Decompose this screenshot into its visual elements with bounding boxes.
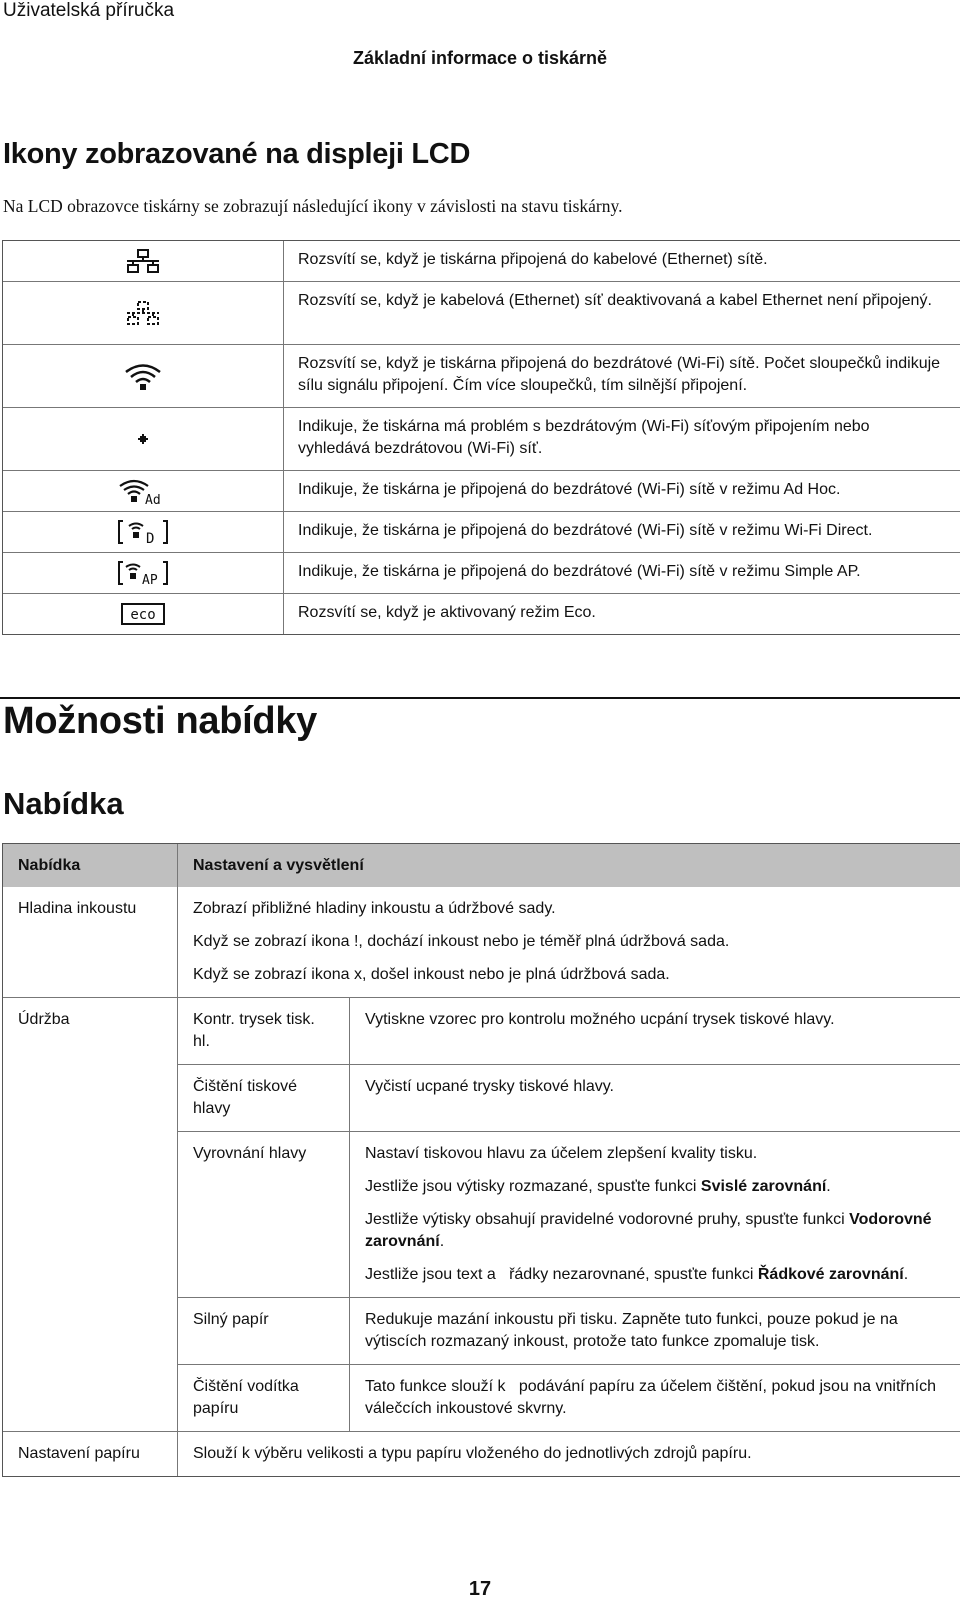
ethernet-connected-icon (3, 241, 284, 282)
section-divider (0, 697, 960, 699)
menu-options-heading: Možnosti nabídky (3, 700, 317, 743)
submenu-item-description: Vyčistí ucpané trysky tiskové hlavy. (350, 1065, 960, 1132)
icon-row (3, 553, 960, 594)
function-name: Vodorovné zarovnání (365, 1211, 932, 1250)
icon-description: Rozsvítí se, když je tiskárna připojená do bezdrátové (Wi-Fi) sítě. Počet sloupečků indikuje sílu signálu připojení. Čím více sloupečků, tím silnější připojení. (284, 345, 960, 408)
wifi-adhoc-icon (3, 471, 284, 512)
description-line: Jestliže jsou text a řádky nezarovnané, spusťte funkci Řádkové zarovnání. (365, 1264, 945, 1286)
description-line: Jestliže jsou výtisky rozmazané, spusťte funkci Svislé zarovnání. (365, 1176, 945, 1198)
icon-row (3, 471, 960, 512)
icon-label: D (146, 531, 154, 546)
icon-row (3, 594, 960, 635)
wifi-direct-icon (3, 512, 284, 553)
wifi-problem-icon (3, 408, 284, 471)
function-name: Řádkové zarovnání (758, 1266, 904, 1283)
icon-row (3, 241, 960, 282)
icon-description: Rozsvítí se, když je aktivovaný režim Eco. (284, 594, 960, 635)
submenu-item-description: Vytiskne vzorec pro kontrolu možného ucpání trysek tiskové hlavy. (350, 998, 960, 1065)
table-row (3, 998, 960, 1065)
document-title: Uživatelská příručka (3, 0, 174, 22)
submenu-item-name: Vyrovnání hlavy (178, 1132, 350, 1298)
menu-item-name: Nastavení papíru (3, 1432, 178, 1477)
icon-label: eco (130, 607, 155, 623)
page-number: 17 (0, 1578, 960, 1601)
icon-description: Indikuje, že tiskárna je připojená do bezdrátové (Wi-Fi) sítě v režimu Ad Hoc. (284, 471, 960, 512)
menu-table (2, 843, 960, 1477)
menu-item-description (178, 887, 960, 998)
lcd-icons-table (2, 240, 960, 635)
lcd-icons-heading: Ikony zobrazované na displeji LCD (3, 138, 470, 171)
icon-row (3, 345, 960, 408)
description-line: Zobrazí přibližné hladiny inkoustu a údržbové sady. (193, 898, 945, 920)
submenu-item-description: Tato funkce slouží k podávání papíru za účelem čištění, pokud jsou na vnitřních válečcích inkoustové skvrny. (350, 1365, 960, 1432)
icon-description: Rozsvítí se, když je tiskárna připojená do kabelové (Ethernet) sítě. (284, 241, 960, 282)
menu-item-name: Hladina inkoustu (3, 887, 178, 998)
submenu-item-description: Redukuje mazání inkoustu při tisku. Zapněte tuto funkci, pouze pokud je na výtiscích rozmazaný inkoust, protože tato funkce zpomaluje tisk. (350, 1298, 960, 1365)
icon-row (3, 408, 960, 471)
submenu-item-name: Kontr. trysek tisk. hl. (178, 998, 350, 1065)
menu-item-name: Údržba (3, 998, 178, 1432)
function-name: Svislé zarovnání (701, 1178, 826, 1195)
icon-row (3, 282, 960, 345)
eco-icon (3, 594, 284, 635)
description-line: Když se zobrazí ikona x, došel inkoust nebo je plná údržbová sada. (193, 964, 945, 986)
lcd-intro: Na LCD obrazovce tiskárny se zobrazují následující ikony v závislosti na stavu tiskárny. (3, 196, 622, 217)
submenu-item-name: Čištění vodítka papíru (178, 1365, 350, 1432)
icon-label: AP (142, 573, 158, 587)
menu-subheading: Nabídka (3, 786, 124, 822)
column-header-settings: Nastavení a vysvětlení (178, 844, 960, 887)
submenu-item-name: Silný papír (178, 1298, 350, 1365)
column-header-menu: Nabídka (3, 844, 178, 887)
description-line: Nastaví tiskovou hlavu za účelem zlepšení kvality tisku. (365, 1143, 945, 1165)
table-header-row (3, 844, 960, 887)
icon-description: Indikuje, že tiskárna je připojená do bezdrátové (Wi-Fi) sítě v režimu Wi-Fi Direct. (284, 512, 960, 553)
submenu-item-name: Čištění tiskové hlavy (178, 1065, 350, 1132)
icon-row (3, 512, 960, 553)
table-row (3, 887, 960, 998)
icon-description: Rozsvítí se, když je kabelová (Ethernet) síť deaktivovaná a kabel Ethernet není připojený. (284, 282, 960, 345)
ethernet-disconnected-icon (3, 282, 284, 345)
description-line: Když se zobrazí ikona !, dochází inkoust nebo je téměř plná údržbová sada. (193, 931, 945, 953)
icon-description: Indikuje, že tiskárna je připojená do bezdrátové (Wi-Fi) sítě v režimu Simple AP. (284, 553, 960, 594)
table-row (3, 1432, 960, 1477)
simple-ap-icon (3, 553, 284, 594)
icon-label: Ad (145, 493, 161, 505)
section-title: Základní informace o tiskárně (0, 48, 960, 69)
wifi-signal-icon (3, 345, 284, 408)
submenu-item-description (350, 1132, 960, 1298)
description-line: Jestliže výtisky obsahují pravidelné vodorovné pruhy, spusťte funkci Vodorovné zarovnání. (365, 1209, 945, 1253)
icon-description: Indikuje, že tiskárna má problém s bezdrátovým (Wi-Fi) síťovým připojením nebo vyhledává bezdrátovou (Wi-Fi) síť. (284, 408, 960, 471)
menu-item-description: Slouží k výběru velikosti a typu papíru vloženého do jednotlivých zdrojů papíru. (178, 1432, 960, 1477)
